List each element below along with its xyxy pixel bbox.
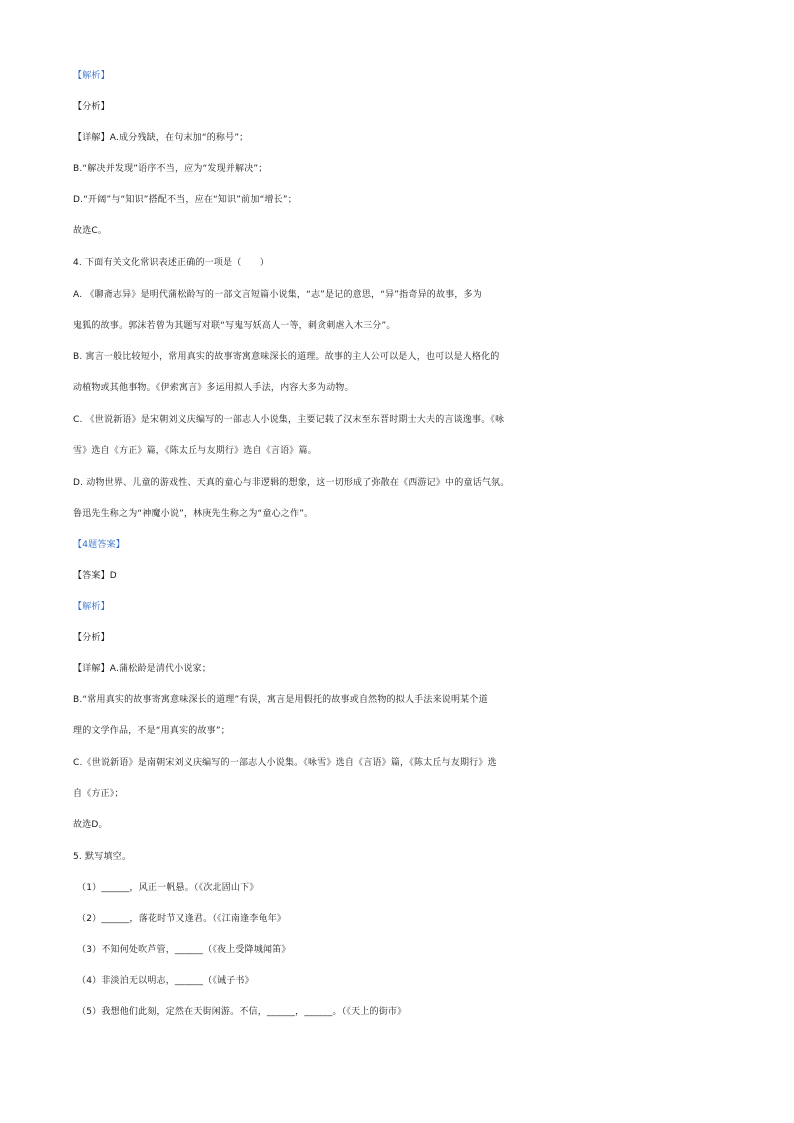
detail-line: 自《方正》； xyxy=(73,789,124,799)
option-a-line: A. 《聊斋志异》是明代蒲松龄写的一部文言短篇小说集，“志”是记的意思，“异”指奇异的故事，多为 xyxy=(73,290,482,300)
section-label-fenxi: 【分析】 xyxy=(73,633,110,643)
question-stem: 5. 默写填空。 xyxy=(73,852,132,862)
detail-line: 理的文学作品，不是“用真实的故事”； xyxy=(73,726,230,736)
fill-blank-item: （2）______，落花时节又逢君。（《江南逢李龟年》 xyxy=(77,914,287,924)
question-stem: 4. 下面有关文化常识表述正确的一项是（ ） xyxy=(73,258,270,268)
choice-line: 故选D。 xyxy=(73,820,108,830)
option-a-line: 鬼狐的故事。郭沫若曾为其题写对联“写鬼写妖高人一等，刺贪刺虐入木三分”。 xyxy=(73,321,396,331)
section-label-jiexi: 【解析】 xyxy=(73,602,110,612)
option-b-line: 动植物或其他事物。《伊索寓言》多运用拟人手法，内容大多为动物。 xyxy=(73,383,354,393)
option-b-line: B. 寓言一般比较短小，常用真实的故事寄寓意味深长的道理。故事的主人公可以是人，也可以是人格化的 xyxy=(73,352,500,362)
detail-line: D.“开阔”与“知识”搭配不当，应在“知识”前加“增长”； xyxy=(73,195,297,205)
fill-blank-item: （5）我想他们此刻，定然在天街闲游。不信，______，______。（《天上的街市》 xyxy=(77,1007,407,1017)
detail-line: B.“常用真实的故事寄寓意味深长的道理”有误，寓言是用假托的故事或自然物的拟人手法来说明某个道 xyxy=(73,695,488,705)
option-c-line: C. 《世说新语》是宋朝刘义庆编写的一部志人小说集，主要记载了汉末至东晋时期士大夫的言谈逸事。《咏 xyxy=(73,415,505,425)
detail-line: B.“解决并发现”语序不当，应为“发现并解决”； xyxy=(73,164,268,174)
option-d-line: 鲁迅先生称之为“神魔小说”，林庚先生称之为“童心之作”。 xyxy=(73,509,314,519)
answer-line: 【答案】D xyxy=(73,571,117,581)
fill-blank-item: （3）不知何处吹芦管，______（《夜上受降城闻笛》 xyxy=(77,945,291,955)
section-label-fenxi: 【分析】 xyxy=(73,102,110,112)
section-label-jiexi: 【解析】 xyxy=(73,71,110,81)
detail-line: 【详解】A.蒲松龄是清代小说家； xyxy=(73,664,212,674)
option-d-line: D. 动物世界、儿童的游戏性、天真的童心与非逻辑的想象，这一切形成了弥散在《西游记》中的童话气氛。 xyxy=(73,478,510,488)
detail-line: 【详解】A.成分残缺，在句末加“的称号”； xyxy=(73,133,249,143)
fill-blank-item: （1）______，风正一帆悬。（《次北固山下》 xyxy=(77,883,259,893)
detail-line: C.《世说新语》是南朝宋刘义庆编写的一部志人小说集。《咏雪》选自《言语》篇，《陈太丘与友期行》选 xyxy=(73,758,497,768)
answer-heading: 【4题答案】 xyxy=(73,540,125,550)
option-c-line: 雪》选自《方正》篇，《陈太丘与友期行》选自《言语》篇。 xyxy=(73,446,317,456)
fill-blank-item: （4）非淡泊无以明志，______（《诫子书》 xyxy=(77,976,254,986)
choice-line: 故选C。 xyxy=(73,226,108,236)
